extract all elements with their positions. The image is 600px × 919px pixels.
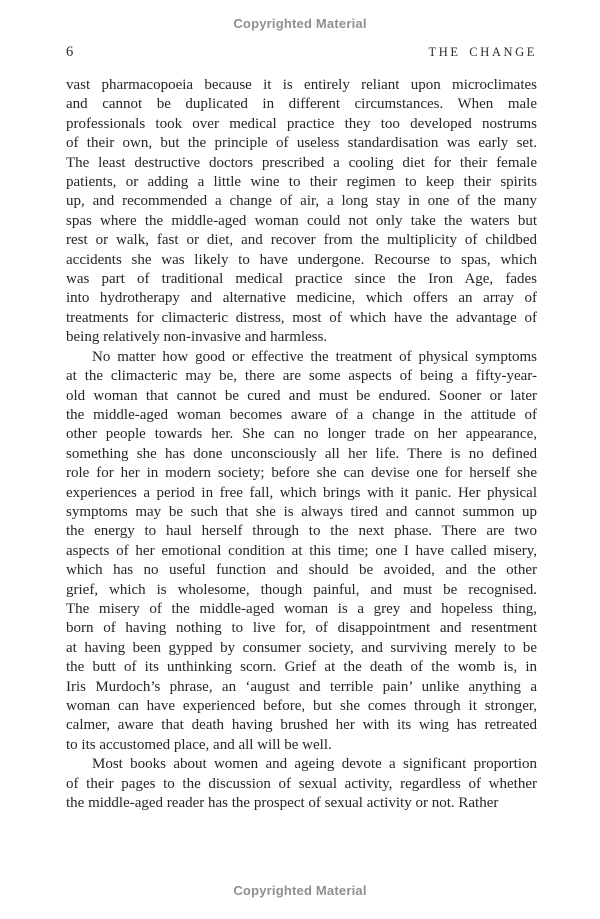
paragraph bbox=[66, 755, 537, 813]
text-line: spas where the middle-aged woman could not only take the waters but bbox=[66, 212, 537, 229]
text-line: at the climacteric may be, there are some aspects of being a fifty-year- bbox=[66, 368, 537, 385]
text-line: of their own, but the principle of useless standardisation was early set. bbox=[66, 135, 537, 152]
text-line: aspects of her emotional condition at this time; one I have called misery, bbox=[66, 542, 537, 559]
page-number: 6 bbox=[66, 44, 74, 60]
text-line: role for her in modern society; before she can devise one for herself she bbox=[66, 465, 537, 482]
text-line: was part of traditional medical practice since the Iron Age, fades bbox=[66, 271, 537, 288]
text-line: the middle-aged woman becomes aware of a change in the attitude of bbox=[66, 406, 537, 423]
text-line: the energy to haul herself through to the next phase. There are two bbox=[66, 523, 537, 540]
text-line: Iris Murdoch’s phrase, an ‘august and terrible pain’ unlike anything a bbox=[66, 678, 537, 695]
text-line: professionals took over medical practice they too developed nostrums bbox=[66, 115, 537, 132]
text-line: woman can have experienced before, but she comes through it stronger, bbox=[66, 698, 537, 714]
text-line: rest or walk, fast or diet, and recover from the multiplicity of childbed bbox=[66, 232, 537, 249]
text-line: calmer, aware that death having brushed her with its wing has retreated bbox=[66, 717, 537, 734]
running-header: THE CHANGE bbox=[428, 45, 537, 59]
text-line: at having been gypped by consumer society, and surviving merely to be bbox=[66, 639, 537, 656]
paragraph bbox=[66, 76, 537, 348]
text-line: to its accustomed place, and all will be well. bbox=[66, 736, 332, 753]
text-line: which has no useful function and should be avoided, and the other bbox=[66, 562, 537, 579]
text-line: up, and recommended a change of air, a long stay in one of the many bbox=[66, 193, 537, 210]
text-line: the butt of its unthinking scorn. Grief at the death of the womb is, in bbox=[66, 659, 537, 676]
text-line: The least destructive doctors prescribed a cooling diet for their female bbox=[66, 154, 537, 171]
text-line: accidents she was likely to have undergone. Recourse to spas, which bbox=[66, 251, 537, 268]
text-line: Most books about women and ageing devote a significant proportion bbox=[92, 756, 537, 773]
page-header bbox=[66, 44, 537, 61]
text-line: vast pharmacopoeia because it is entirely reliant upon microclimates bbox=[66, 77, 537, 93]
text-line: experiences a period in free fall, which brings with it panic. Her physical bbox=[66, 484, 537, 501]
text-line: into hydrotherapy and alternative medicine, which offers an array of bbox=[66, 290, 537, 307]
text-line: being relatively non-invasive and harmless. bbox=[66, 329, 328, 346]
text-line: No matter how good or effective the treatment of physical symptoms bbox=[92, 348, 537, 365]
copyright-notice-top: Copyrighted Material bbox=[233, 16, 367, 31]
text-line: The misery of the middle-aged woman is a grey and hopeless thing, bbox=[66, 600, 537, 617]
text-line: symptoms may be such that she is always tired and cannot summon up bbox=[66, 503, 537, 520]
text-line: old woman that cannot be cured and must be endured. Sooner or later bbox=[66, 387, 537, 404]
text-line: and cannot be duplicated in different circumstances. When male bbox=[66, 96, 537, 113]
text-line: something she has done unconsciously all her life. There is no defined bbox=[66, 445, 537, 462]
text-line: the middle-aged reader has the prospect of sexual activity or not. Rather bbox=[66, 795, 499, 812]
copyright-notice-bottom: Copyrighted Material bbox=[233, 883, 367, 898]
text-line: other people towards her. She can no longer trade on her appearance, bbox=[66, 426, 537, 443]
text-line: treatments for climacteric distress, most of which have the advantage of bbox=[66, 309, 537, 326]
text-line: patients, or adding a little wine to their regimen to keep their spirits bbox=[66, 174, 537, 191]
body-text bbox=[66, 76, 537, 813]
paragraph bbox=[66, 348, 537, 756]
text-line: born of having nothing to live for, of disappointment and resentment bbox=[66, 620, 537, 637]
text-line: grief, which is wholesome, though painful, and must be recognised. bbox=[66, 581, 537, 598]
text-line: of their pages to the discussion of sexual activity, regardless of whether bbox=[66, 775, 537, 792]
